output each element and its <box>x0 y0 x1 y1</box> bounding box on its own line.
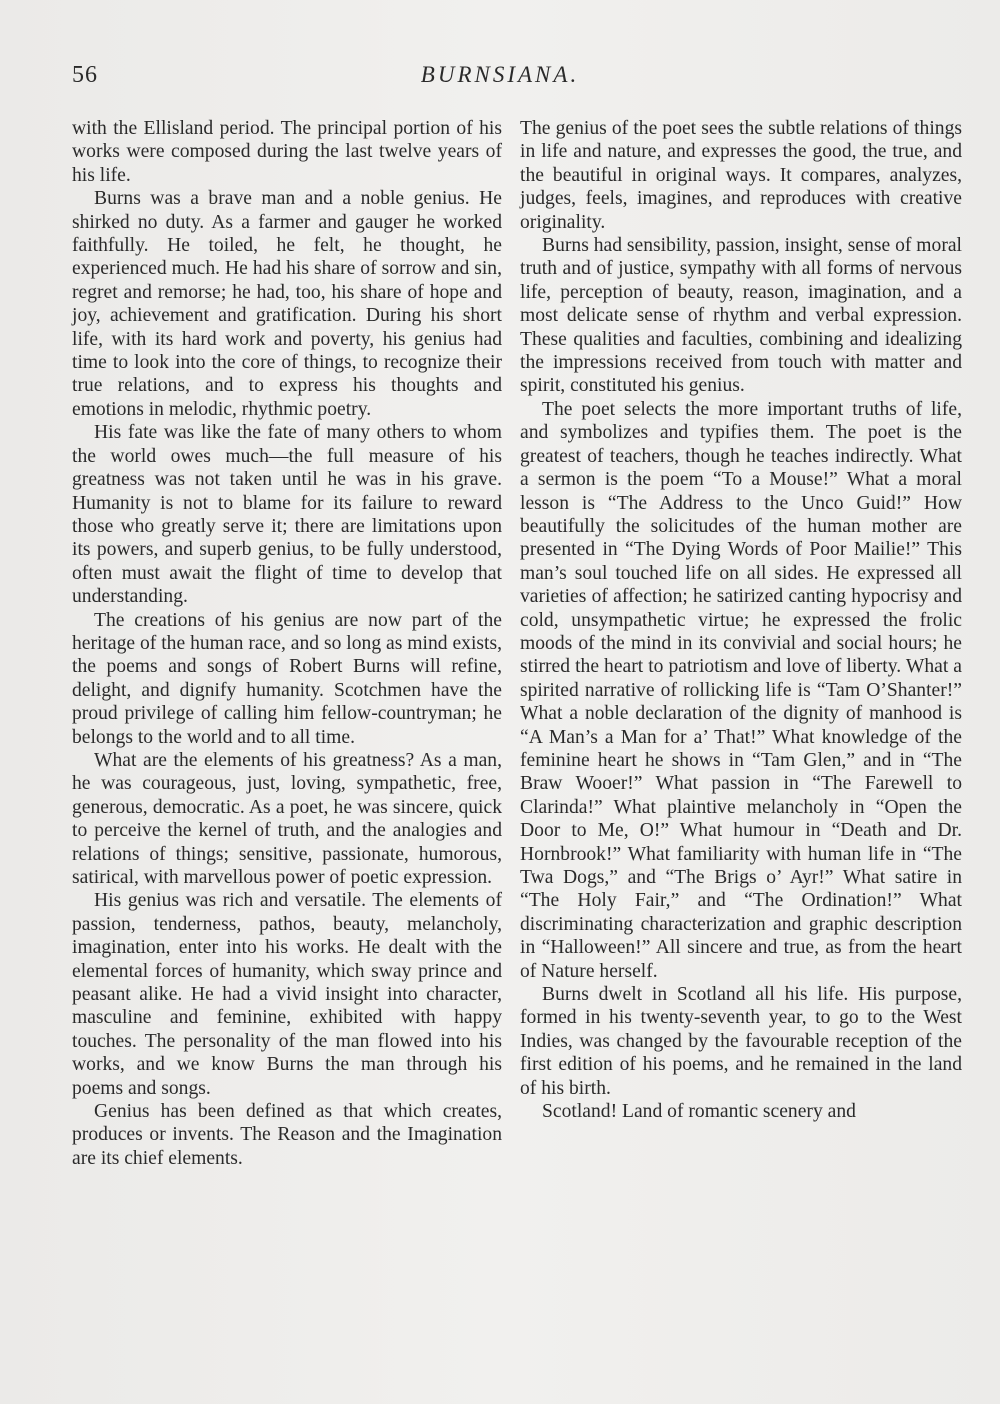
paragraph: His genius was rich and versatile. The elements of passion, tenderness, pathos, beauty, melancholy, imagination, enter into his works. He dealt with the elemental forces of humanity, which sway prince and peasant alike. He had a vivid insight into character, masculine and feminine, exhibited with happy touches. The personality of the man flowed into his works, and we know Burns the man through his poems and songs. <box>72 890 502 1099</box>
paragraph: Burns was a brave man and a noble genius. He shirked no duty. As a farmer and gauger he worked faithfully. He toiled, he felt, he thought, he experienced much. He had his share of sorrow and sin, regret and remorse; he had, too, his share of hope and joy, achievement and gratification. During his short life, with its hard work and poverty, his genius had time to look into the core of things, to recognize their true relations, and to express his thoughts and emotions in melodic, rhythmic poetry. <box>72 188 502 420</box>
paragraph: with the Ellisland period. The principal portion of his works were composed during the last twelve years of his life. <box>72 118 502 186</box>
running-title: BURNSIANA. <box>420 62 580 87</box>
paragraph: The genius of the poet sees the subtle relations of things in life and nature, and expresses the good, the true, and the beautiful in original ways. It compares, analyzes, judges, feels, imagines, and reproduces with creative originality. <box>520 118 962 233</box>
paragraph: Scotland! Land of romantic scenery and <box>542 1101 856 1123</box>
paragraph: Burns had sensibility, passion, insight, sense of moral truth and of justice, sympathy with all forms of nervous life, perception of beauty, reason, imagination, and a most delicate sense of rhythm and verbal expression. These qualities and faculties, combining and idealizing the impressions received from touch with matter and spirit, constituted his genius. <box>520 235 962 397</box>
paragraph: What are the elements of his greatness? As a man, he was courageous, just, loving, sympathetic, free, generous, democratic. As a poet, he was sincere, quick to perceive the kernel of truth, and the analogies and relations of things; sensitive, passionate, humorous, satirical, with marvellous power of poetic expression. <box>72 749 502 888</box>
left-column <box>72 117 502 1170</box>
paragraph: Genius has been defined as that which creates, produces or invents. The Reason and the Imagination are its chief elements. <box>72 1101 502 1169</box>
paragraph: His fate was like the fate of many others to whom the world owes much—the full measure of his greatness was not taken until he was in his grave. Humanity is not to blame for its failure to reward those who greatly serve it; there are limitations upon its powers, and superb genius, to be fully understood, often must await the flight of time to develop that understanding. <box>72 422 502 608</box>
page-header <box>0 62 1000 102</box>
paragraph: The creations of his genius are now part of the heritage of the human race, and so long as mind exists, the poems and songs of Robert Burns will refine, delight, and dignify humanity. Scotchmen have the proud privilege of calling him fellow-countryman; he belongs to the world and to all time. <box>72 609 502 748</box>
paragraph: The poet selects the more important truths of life, and symbolizes and typifies them. The poet is the greatest of teachers, though he teaches indirectly. What a sermon is the poem “To a Mouse!” What a moral lesson is “The Address to the Unco Guid!” How beautifully the solicitudes of the human mother are presented in “The Dying Words of Poor Mailie!” This man’s soul touched life on all sides. He expressed all varieties of affection; he satirized canting hypocrisy and cold, unsympathetic virtue; he expressed the frolic moods of the mind in its convivial and social hours; he stirred the heart to patriotism and love of liberty. What a spirited narrative of rollicking life is “Tam O’Shanter!” What a noble declaration of the dignity of manhood is “A Man’s a Man for a’ That!” What knowledge of the feminine heart he shows in “Tam Glen,” and in “The Braw Wooer!” What passion in “The Farewell to Clarinda!” What plaintive melancholy in “Open the Door to Me, O!” What humour in “Death and Dr. Hornbrook!” What familiarity with human life in “The Twa Dogs,” and “The Brigs o’ Ayr!” What satire in “The Holy Fair,” and “The Ordination!” What discriminating characterization and graphic description in “Halloween!” All sincere and true, as from the heart of Nature herself. <box>520 398 962 982</box>
right-column <box>520 117 962 1123</box>
paragraph: Burns dwelt in Scotland all his life. His purpose, formed in his twenty-seventh year, to go to the West Indies, was changed by the favourable reception of the first edition of his poems, and he remained in the land of his birth. <box>520 984 962 1099</box>
page-number: 56 <box>72 62 98 88</box>
